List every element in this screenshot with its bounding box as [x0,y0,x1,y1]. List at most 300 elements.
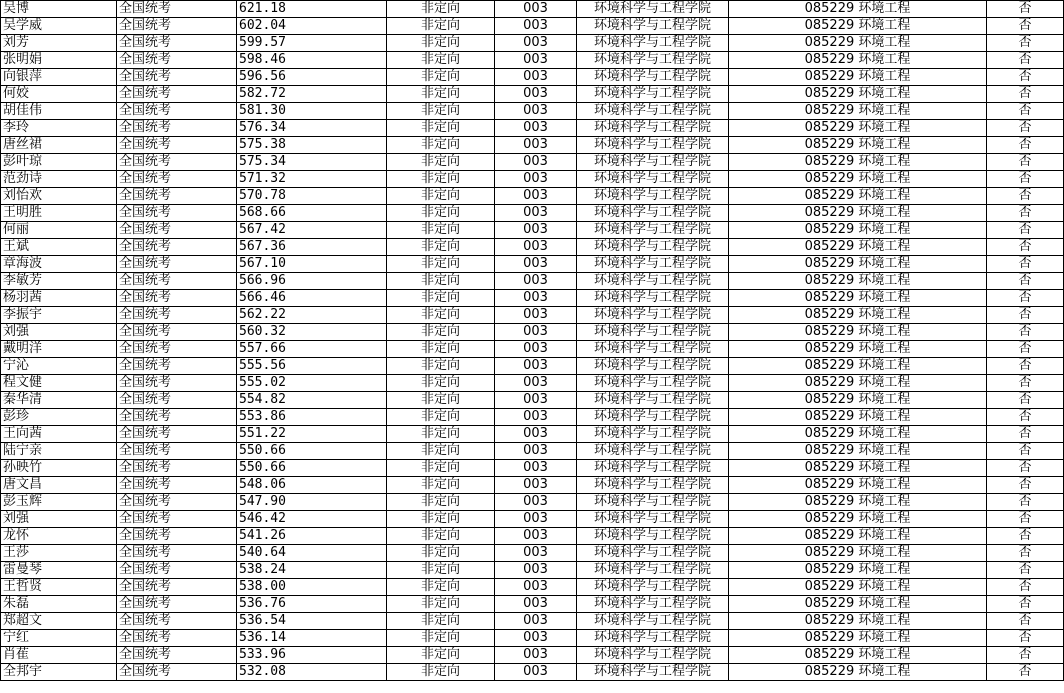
table-row [1,494,1064,511]
student-name-cell: 李玲 [1,120,117,137]
major-cell: 085229 环境工程 [729,35,987,52]
major-cell: 085229 环境工程 [729,120,987,137]
exam-type-cell: 全国统考 [117,154,237,171]
flag-cell: 否 [987,154,1064,171]
major-cell: 085229 环境工程 [729,256,987,273]
major-cell: 085229 环境工程 [729,273,987,290]
enrollment-type-cell: 非定向 [387,273,495,290]
college-code-cell: 003 [495,35,577,52]
college-code-cell: 003 [495,222,577,239]
college-name-cell: 环境科学与工程学院 [577,154,729,171]
college-code-cell: 003 [495,341,577,358]
enrollment-type-cell: 非定向 [387,205,495,222]
major-cell: 085229 环境工程 [729,613,987,630]
student-name-cell: 王明胜 [1,205,117,222]
college-code-cell: 003 [495,290,577,307]
flag-cell: 否 [987,647,1064,664]
college-code-cell: 003 [495,86,577,103]
student-name-cell: 刘强 [1,324,117,341]
student-name-cell: 全邦宇 [1,664,117,681]
enrollment-type-cell: 非定向 [387,630,495,647]
enrollment-type-cell: 非定向 [387,358,495,375]
major-cell: 085229 环境工程 [729,222,987,239]
major-cell: 085229 环境工程 [729,137,987,154]
college-name-cell: 环境科学与工程学院 [577,579,729,596]
major-cell: 085229 环境工程 [729,86,987,103]
college-name-cell: 环境科学与工程学院 [577,443,729,460]
score-cell: 553.86 [237,409,387,426]
flag-cell: 否 [987,103,1064,120]
score-cell: 566.46 [237,290,387,307]
exam-type-cell: 全国统考 [117,205,237,222]
flag-cell: 否 [987,664,1064,681]
flag-cell: 否 [987,1,1064,18]
college-code-cell: 003 [495,273,577,290]
flag-cell: 否 [987,273,1064,290]
enrollment-type-cell: 非定向 [387,511,495,528]
major-cell: 085229 环境工程 [729,239,987,256]
score-cell: 541.26 [237,528,387,545]
major-cell: 085229 环境工程 [729,205,987,222]
college-code-cell: 003 [495,630,577,647]
flag-cell: 否 [987,69,1064,86]
score-cell: 567.42 [237,222,387,239]
table-row [1,664,1064,681]
enrollment-type-cell: 非定向 [387,596,495,613]
enrollment-type-cell: 非定向 [387,494,495,511]
college-name-cell: 环境科学与工程学院 [577,630,729,647]
score-cell: 567.10 [237,256,387,273]
student-name-cell: 李振宇 [1,307,117,324]
major-cell: 085229 环境工程 [729,69,987,86]
major-cell: 085229 环境工程 [729,426,987,443]
enrollment-type-cell: 非定向 [387,443,495,460]
college-name-cell: 环境科学与工程学院 [577,120,729,137]
exam-type-cell: 全国统考 [117,443,237,460]
table-row [1,69,1064,86]
college-code-cell: 003 [495,426,577,443]
major-cell: 085229 环境工程 [729,171,987,188]
enrollment-type-cell: 非定向 [387,409,495,426]
college-name-cell: 环境科学与工程学院 [577,188,729,205]
score-cell: 562.22 [237,307,387,324]
score-cell: 566.96 [237,273,387,290]
college-code-cell: 003 [495,239,577,256]
student-name-cell: 何姣 [1,86,117,103]
table-row [1,460,1064,477]
exam-type-cell: 全国统考 [117,273,237,290]
enrollment-type-cell: 非定向 [387,375,495,392]
score-cell: 547.90 [237,494,387,511]
flag-cell: 否 [987,494,1064,511]
student-name-cell: 彭玉辉 [1,494,117,511]
exam-type-cell: 全国统考 [117,86,237,103]
student-name-cell: 李敏芳 [1,273,117,290]
college-code-cell: 003 [495,392,577,409]
table-row [1,392,1064,409]
exam-type-cell: 全国统考 [117,528,237,545]
score-cell: 575.34 [237,154,387,171]
college-code-cell: 003 [495,477,577,494]
table-row [1,307,1064,324]
exam-type-cell: 全国统考 [117,579,237,596]
table-row [1,596,1064,613]
student-name-cell: 宁红 [1,630,117,647]
exam-type-cell: 全国统考 [117,103,237,120]
exam-type-cell: 全国统考 [117,239,237,256]
student-name-cell: 郑超文 [1,613,117,630]
major-cell: 085229 环境工程 [729,562,987,579]
major-cell: 085229 环境工程 [729,188,987,205]
college-code-cell: 003 [495,188,577,205]
major-cell: 085229 环境工程 [729,443,987,460]
student-name-cell: 刘强 [1,511,117,528]
exam-type-cell: 全国统考 [117,477,237,494]
enrollment-type-cell: 非定向 [387,307,495,324]
exam-type-cell: 全国统考 [117,426,237,443]
college-code-cell: 003 [495,307,577,324]
student-name-cell: 张明娟 [1,52,117,69]
college-name-cell: 环境科学与工程学院 [577,545,729,562]
enrollment-type-cell: 非定向 [387,1,495,18]
flag-cell: 否 [987,256,1064,273]
exam-type-cell: 全国统考 [117,188,237,205]
table-row [1,86,1064,103]
flag-cell: 否 [987,18,1064,35]
score-cell: 550.66 [237,460,387,477]
exam-type-cell: 全国统考 [117,1,237,18]
student-name-cell: 刘怡欢 [1,188,117,205]
enrollment-type-cell: 非定向 [387,664,495,681]
table-row [1,35,1064,52]
college-name-cell: 环境科学与工程学院 [577,341,729,358]
student-name-cell: 彭叶琼 [1,154,117,171]
college-name-cell: 环境科学与工程学院 [577,426,729,443]
score-cell: 621.18 [237,1,387,18]
college-name-cell: 环境科学与工程学院 [577,35,729,52]
table-row [1,630,1064,647]
enrollment-type-cell: 非定向 [387,86,495,103]
exam-type-cell: 全国统考 [117,120,237,137]
college-name-cell: 环境科学与工程学院 [577,18,729,35]
college-code-cell: 003 [495,154,577,171]
flag-cell: 否 [987,579,1064,596]
score-cell: 536.54 [237,613,387,630]
college-code-cell: 003 [495,494,577,511]
table-row [1,120,1064,137]
major-cell: 085229 环境工程 [729,630,987,647]
enrollment-type-cell: 非定向 [387,477,495,494]
enrollment-type-cell: 非定向 [387,426,495,443]
major-cell: 085229 环境工程 [729,375,987,392]
student-name-cell: 唐文昌 [1,477,117,494]
exam-type-cell: 全国统考 [117,375,237,392]
college-code-cell: 003 [495,52,577,69]
flag-cell: 否 [987,596,1064,613]
college-code-cell: 003 [495,613,577,630]
college-name-cell: 环境科学与工程学院 [577,613,729,630]
flag-cell: 否 [987,35,1064,52]
table-row [1,562,1064,579]
enrollment-type-cell: 非定向 [387,460,495,477]
table-row [1,426,1064,443]
student-name-cell: 王斌 [1,239,117,256]
table-body [1,1,1064,681]
college-name-cell: 环境科学与工程学院 [577,1,729,18]
table-row [1,443,1064,460]
student-name-cell: 彭珍 [1,409,117,426]
score-cell: 532.08 [237,664,387,681]
college-name-cell: 环境科学与工程学院 [577,460,729,477]
exam-type-cell: 全国统考 [117,664,237,681]
student-name-cell: 秦华清 [1,392,117,409]
flag-cell: 否 [987,477,1064,494]
flag-cell: 否 [987,528,1064,545]
enrollment-type-cell: 非定向 [387,392,495,409]
exam-type-cell: 全国统考 [117,358,237,375]
college-code-cell: 003 [495,545,577,562]
enrollment-type-cell: 非定向 [387,239,495,256]
table-row [1,290,1064,307]
score-cell: 555.02 [237,375,387,392]
flag-cell: 否 [987,545,1064,562]
college-code-cell: 003 [495,120,577,137]
flag-cell: 否 [987,137,1064,154]
table-row [1,375,1064,392]
flag-cell: 否 [987,120,1064,137]
college-name-cell: 环境科学与工程学院 [577,307,729,324]
exam-type-cell: 全国统考 [117,341,237,358]
table-row [1,18,1064,35]
flag-cell: 否 [987,188,1064,205]
college-code-cell: 003 [495,171,577,188]
score-cell: 581.30 [237,103,387,120]
table-row [1,579,1064,596]
enrollment-type-cell: 非定向 [387,171,495,188]
college-name-cell: 环境科学与工程学院 [577,664,729,681]
college-code-cell: 003 [495,137,577,154]
student-name-cell: 刘芳 [1,35,117,52]
enrollment-type-cell: 非定向 [387,52,495,69]
enrollment-type-cell: 非定向 [387,528,495,545]
score-cell: 536.14 [237,630,387,647]
flag-cell: 否 [987,86,1064,103]
exam-type-cell: 全国统考 [117,409,237,426]
flag-cell: 否 [987,613,1064,630]
college-code-cell: 003 [495,511,577,528]
table-row [1,409,1064,426]
major-cell: 085229 环境工程 [729,18,987,35]
flag-cell: 否 [987,52,1064,69]
flag-cell: 否 [987,409,1064,426]
table-row [1,137,1064,154]
flag-cell: 否 [987,290,1064,307]
score-cell: 570.78 [237,188,387,205]
enrollment-type-cell: 非定向 [387,613,495,630]
flag-cell: 否 [987,443,1064,460]
score-cell: 596.56 [237,69,387,86]
enrollment-type-cell: 非定向 [387,18,495,35]
flag-cell: 否 [987,222,1064,239]
student-name-cell: 龙怀 [1,528,117,545]
flag-cell: 否 [987,426,1064,443]
exam-type-cell: 全国统考 [117,256,237,273]
college-name-cell: 环境科学与工程学院 [577,205,729,222]
flag-cell: 否 [987,341,1064,358]
table-row [1,154,1064,171]
exam-type-cell: 全国统考 [117,307,237,324]
table-row [1,273,1064,290]
college-name-cell: 环境科学与工程学院 [577,137,729,154]
major-cell: 085229 环境工程 [729,579,987,596]
student-name-cell: 雷曼琴 [1,562,117,579]
flag-cell: 否 [987,375,1064,392]
exam-type-cell: 全国统考 [117,222,237,239]
flag-cell: 否 [987,205,1064,222]
college-name-cell: 环境科学与工程学院 [577,222,729,239]
table-row [1,1,1064,18]
exam-type-cell: 全国统考 [117,392,237,409]
student-name-cell: 陆宁亲 [1,443,117,460]
college-name-cell: 环境科学与工程学院 [577,86,729,103]
major-cell: 085229 环境工程 [729,392,987,409]
flag-cell: 否 [987,171,1064,188]
exam-type-cell: 全国统考 [117,324,237,341]
exam-type-cell: 全国统考 [117,137,237,154]
exam-type-cell: 全国统考 [117,545,237,562]
score-cell: 554.82 [237,392,387,409]
score-cell: 575.38 [237,137,387,154]
college-name-cell: 环境科学与工程学院 [577,511,729,528]
college-code-cell: 003 [495,596,577,613]
major-cell: 085229 环境工程 [729,511,987,528]
flag-cell: 否 [987,460,1064,477]
flag-cell: 否 [987,307,1064,324]
exam-type-cell: 全国统考 [117,171,237,188]
college-name-cell: 环境科学与工程学院 [577,562,729,579]
score-cell: 598.46 [237,52,387,69]
college-code-cell: 003 [495,205,577,222]
enrollment-type-cell: 非定向 [387,324,495,341]
college-name-cell: 环境科学与工程学院 [577,494,729,511]
table-row [1,613,1064,630]
flag-cell: 否 [987,630,1064,647]
major-cell: 085229 环境工程 [729,409,987,426]
major-cell: 085229 环境工程 [729,307,987,324]
major-cell: 085229 环境工程 [729,358,987,375]
student-name-cell: 孙映竹 [1,460,117,477]
college-name-cell: 环境科学与工程学院 [577,375,729,392]
college-code-cell: 003 [495,579,577,596]
college-name-cell: 环境科学与工程学院 [577,239,729,256]
student-name-cell: 朱磊 [1,596,117,613]
table-row [1,341,1064,358]
college-code-cell: 003 [495,69,577,86]
student-name-cell: 范劲诗 [1,171,117,188]
college-code-cell: 003 [495,375,577,392]
college-code-cell: 003 [495,1,577,18]
score-cell: 560.32 [237,324,387,341]
major-cell: 085229 环境工程 [729,103,987,120]
student-name-cell: 吴学威 [1,18,117,35]
college-code-cell: 003 [495,256,577,273]
exam-type-cell: 全国统考 [117,18,237,35]
enrollment-type-cell: 非定向 [387,579,495,596]
college-name-cell: 环境科学与工程学院 [577,358,729,375]
enrollment-type-cell: 非定向 [387,35,495,52]
student-name-cell: 王莎 [1,545,117,562]
table-row [1,239,1064,256]
enrollment-type-cell: 非定向 [387,647,495,664]
table-row [1,171,1064,188]
score-cell: 551.22 [237,426,387,443]
table-row [1,256,1064,273]
exam-type-cell: 全国统考 [117,460,237,477]
college-code-cell: 003 [495,18,577,35]
table-row [1,358,1064,375]
score-cell: 571.32 [237,171,387,188]
student-name-cell: 唐丝裙 [1,137,117,154]
major-cell: 085229 环境工程 [729,324,987,341]
college-code-cell: 003 [495,562,577,579]
table-row [1,205,1064,222]
student-name-cell: 杨羽茜 [1,290,117,307]
table-row [1,188,1064,205]
table-row [1,52,1064,69]
table-row [1,545,1064,562]
enrollment-type-cell: 非定向 [387,103,495,120]
flag-cell: 否 [987,511,1064,528]
enrollment-type-cell: 非定向 [387,290,495,307]
college-name-cell: 环境科学与工程学院 [577,409,729,426]
enrollment-type-cell: 非定向 [387,69,495,86]
enrollment-type-cell: 非定向 [387,137,495,154]
score-cell: 557.66 [237,341,387,358]
flag-cell: 否 [987,324,1064,341]
flag-cell: 否 [987,239,1064,256]
student-name-cell: 肖萑 [1,647,117,664]
exam-type-cell: 全国统考 [117,596,237,613]
flag-cell: 否 [987,392,1064,409]
score-cell: 536.76 [237,596,387,613]
student-name-cell: 程文健 [1,375,117,392]
major-cell: 085229 环境工程 [729,52,987,69]
college-name-cell: 环境科学与工程学院 [577,596,729,613]
student-name-cell: 何丽 [1,222,117,239]
enrollment-type-cell: 非定向 [387,120,495,137]
exam-type-cell: 全国统考 [117,562,237,579]
exam-type-cell: 全国统考 [117,35,237,52]
student-name-cell: 戴明洋 [1,341,117,358]
student-name-cell: 向银萍 [1,69,117,86]
enrollment-type-cell: 非定向 [387,154,495,171]
college-name-cell: 环境科学与工程学院 [577,647,729,664]
major-cell: 085229 环境工程 [729,494,987,511]
exam-type-cell: 全国统考 [117,647,237,664]
college-name-cell: 环境科学与工程学院 [577,103,729,120]
table-row [1,528,1064,545]
major-cell: 085229 环境工程 [729,154,987,171]
score-cell: 548.06 [237,477,387,494]
score-cell: 602.04 [237,18,387,35]
table-row [1,103,1064,120]
score-cell: 599.57 [237,35,387,52]
major-cell: 085229 环境工程 [729,1,987,18]
college-name-cell: 环境科学与工程学院 [577,324,729,341]
enrollment-type-cell: 非定向 [387,562,495,579]
score-cell: 538.00 [237,579,387,596]
enrollment-type-cell: 非定向 [387,188,495,205]
